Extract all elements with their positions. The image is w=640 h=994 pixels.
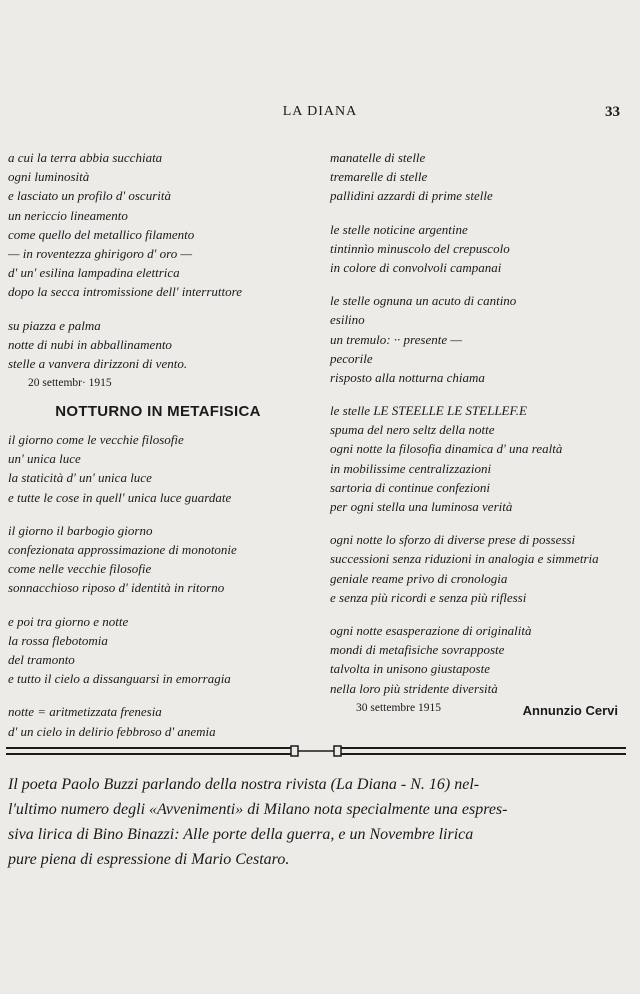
poem-date: 20 settembr· 1915 (28, 377, 112, 390)
poem-line: ogni notte esasperazione di originalità (330, 622, 532, 638)
poem-stanza (330, 401, 630, 516)
poem-line: e tutto il cielo a dissanguarsi in emorragia (8, 671, 231, 687)
poem-line: tremarelle di stelle (330, 169, 428, 185)
poem-line: in colore di convolvoli campanai (330, 259, 502, 275)
left-column (8, 148, 308, 741)
poem-stanza (8, 612, 308, 689)
poem-line: come nelle vecchie filosofie (8, 561, 152, 577)
poem-line: sonnacchioso riposo d' identità in ritorno (8, 580, 225, 596)
poem-line: ogni luminosità (8, 169, 90, 185)
poem-line: — in roventezza ghirigoro d' oro — (8, 245, 193, 261)
note-line: Il poeta Paolo Buzzi parlando della nostra rivista (La Diana - N. 16) nel- (8, 776, 480, 793)
poem-line: e tutte le cose in quell' unica luce guardate (8, 489, 232, 505)
poem-stanza (330, 148, 630, 206)
poem-line: un' unica luce (8, 451, 81, 467)
poem-line: le stelle noticine argentine (330, 221, 468, 237)
note-line: pure piena di espressione di Mario Cestaro. (8, 851, 290, 868)
poem-line: in mobilissime centralizzazioni (330, 460, 492, 476)
divider-rule (6, 745, 626, 757)
poem-stanza (330, 291, 630, 387)
poem-line: risposto alla notturna chiama (330, 369, 485, 385)
poem-line: le stelle LE STEELLE LE STELLEF.E (330, 403, 527, 419)
poem-line: sartoria di continue confezioni (330, 479, 490, 495)
poem-line: mondi di metafisiche sovrapposte (330, 642, 505, 658)
poem-line: spuma del nero seltz della notte (330, 422, 495, 438)
right-column (330, 148, 630, 718)
poem-line: la rossa flebotomia (8, 632, 108, 648)
poem-line: notte di nubi in abballinamento (8, 336, 172, 352)
note-line: siva lirica di Bino Binazzi: Alle porte della guerra, e un Novembre lirica (8, 826, 474, 843)
poem-title: NOTTURNO IN METAFISICA (55, 403, 261, 421)
poem-line: esilino (330, 312, 365, 328)
page-number: 33 (605, 104, 620, 120)
poem-line: su piazza e palma (8, 317, 101, 333)
poem-line: pallidini azzardi di prime stelle (330, 188, 493, 204)
poem-line: le stelle ognuna un acuto di cantino (330, 293, 517, 309)
poem-line: e poi tra giorno e notte (8, 613, 129, 629)
poem-line: geniale reame privo di cronologia (330, 570, 508, 586)
poem-line: pecorile (330, 350, 373, 366)
poem-date: 30 settembre 1915 (356, 701, 441, 714)
poem-line: il giorno come le vecchie filosofie (8, 432, 184, 448)
poem-stanza (8, 148, 308, 302)
poem-stanza (8, 702, 308, 740)
poem-line: confezionata approssimazione di monotonie (8, 542, 237, 557)
poem-line: come quello del metallico filamento (8, 226, 195, 242)
poem-line: a cui la terra abbia succhiata (8, 150, 163, 165)
poem-stanza (8, 521, 308, 598)
poem-line: successioni senza riduzioni in analogia e simmetria (330, 551, 599, 567)
poem-line: un tremulo: ·· presente — (330, 331, 462, 347)
poem-line: la staticità d' un' unica luce (8, 470, 152, 486)
poem-line: e senza più ricordi e senza più riflessi (330, 589, 527, 605)
poem-line: notte = aritmetizzata frenesia (8, 704, 162, 720)
poem-stanza (330, 220, 630, 278)
poem-line: manatelle di stelle (330, 150, 426, 165)
poem-line: ogni notte lo sforzo di diverse prese di possessi (330, 532, 576, 548)
poem-line: stelle a vanvera dirizzoni di vento. (8, 355, 188, 371)
poem-line: per ogni stella una luminosa verità (330, 499, 513, 514)
poem-line: dopo la secca intromissione dell' interruttore (8, 284, 242, 300)
author-signature: Annunzio Cervi (522, 703, 618, 718)
poem-line: e lasciato un profilo d' oscurità (8, 188, 171, 204)
poem-stanza (8, 316, 308, 374)
poem-line: tintinnìo minuscolo del crepuscolo (330, 240, 510, 256)
note-line: l'ultimo numero degli «Avvenimenti» di Milano nota specialmente una espres- (8, 801, 508, 818)
editorial-note (8, 772, 624, 872)
poem-line: il giorno il barbogio giorno (8, 522, 153, 538)
poem-line: ogni notte la filosofia dinamica d' una realtà (330, 441, 563, 457)
poem-line: d' un cielo in delirio febbroso d' anemia (8, 723, 216, 739)
poem-line: d' un' esilina lampadina elettrica (8, 265, 180, 281)
poem-stanza (330, 530, 630, 607)
poem-line: talvolta in unisono giustaposte (330, 661, 490, 677)
poem-stanza (8, 430, 308, 507)
poem-line: un nericcio lineamento (8, 207, 128, 223)
running-header: LA DIANA (282, 104, 358, 119)
poem-stanza (330, 621, 630, 698)
poem-line: del tramonto (8, 651, 75, 667)
poem-line: nella loro più stridente diversità (330, 680, 498, 696)
